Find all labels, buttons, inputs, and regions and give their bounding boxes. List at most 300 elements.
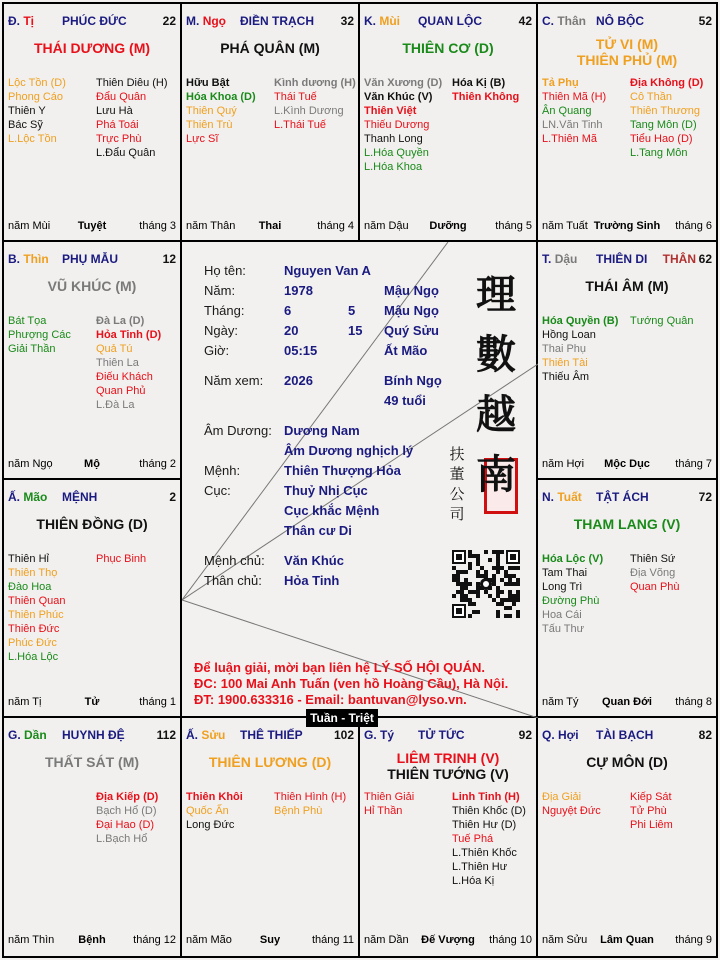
star-column-left: [186, 790, 243, 832]
minor-star: Bệnh Phù: [274, 805, 323, 817]
minor-star: Tiểu Hao (D): [630, 133, 693, 145]
star-column-right: [96, 76, 168, 160]
minor-star: Phá Toái: [96, 119, 139, 131]
branch-prefix: T.: [542, 252, 552, 266]
branch-label: [8, 14, 34, 28]
minor-star: Thiên Giải: [364, 791, 415, 803]
life-stage: Trường Sinh: [593, 220, 661, 232]
palace-cell[interactable]: [358, 2, 538, 242]
footer-month: tháng 10: [489, 934, 532, 946]
minor-star: Đà La (D): [96, 315, 145, 327]
star-column-right: [96, 314, 161, 412]
minor-star: Quả Tú: [96, 343, 133, 355]
minor-star: Hóa Quyền (B): [542, 315, 619, 327]
branch-prefix: M.: [186, 14, 200, 28]
branch-prefix: C.: [542, 14, 554, 28]
day-label: Ngày:: [204, 323, 238, 338]
palace-header: [186, 728, 354, 744]
palace-age: 82: [698, 728, 712, 742]
tuan-triet-badge: Tuần - Triệt: [306, 709, 378, 727]
palace-footer: [8, 458, 176, 472]
month-value: 6: [284, 303, 292, 318]
star-column-right: [630, 790, 673, 832]
minor-star: Thiên Hư (D): [452, 819, 517, 831]
cuc-label: Cục:: [204, 483, 231, 498]
center-info-panel: [182, 242, 538, 718]
palace-footer: [186, 220, 354, 234]
minor-star: Thiên Thọ: [8, 567, 58, 579]
minor-star: Thiên La: [96, 357, 139, 369]
minor-star: Giải Thần: [8, 343, 56, 355]
palace-name: MỆNH: [62, 490, 98, 504]
footer-year: năm Dần: [364, 934, 409, 946]
branch-prefix: Đ.: [8, 14, 20, 28]
star-column-right: [630, 76, 703, 160]
palace-header: [186, 14, 354, 30]
footer-month: tháng 4: [317, 220, 354, 232]
minor-star: L.Hóa Lộc: [8, 651, 59, 663]
amduong-label: Âm Dương:: [204, 423, 272, 438]
minor-star: Địa Kiếp (D): [96, 791, 159, 803]
footer-year: năm Tý: [542, 696, 579, 708]
star-column-left: [542, 552, 603, 636]
footer-month: tháng 2: [139, 458, 176, 470]
palace-cell[interactable]: [180, 2, 360, 242]
palace-cell[interactable]: [2, 2, 182, 242]
footer-month: tháng 8: [675, 696, 712, 708]
palace-age: 52: [698, 14, 712, 28]
minor-star: Thái Tuế: [274, 91, 317, 103]
palace-cell[interactable]: [536, 2, 718, 242]
main-stars: [4, 40, 180, 56]
palace-header: [8, 728, 176, 744]
minor-star: Phi Liêm: [630, 819, 673, 831]
main-stars: [360, 40, 536, 56]
palace-age: 92: [518, 728, 532, 742]
minor-star: Lực Sĩ: [186, 133, 219, 145]
minor-star: Tam Thai: [542, 567, 588, 579]
minor-star: L.Hóa Khoa: [364, 161, 423, 173]
footer-year: năm Thân: [186, 220, 236, 232]
footer-year: năm Mùi: [8, 220, 51, 232]
minor-star: Điếu Khách: [96, 371, 153, 383]
branch-label: [364, 728, 394, 742]
minor-star: Trực Phù: [96, 133, 142, 145]
main-star: THIÊN ĐỒNG (D): [36, 516, 148, 532]
footer-month: tháng 7: [675, 458, 712, 470]
minor-star: Hóa Kị (B): [452, 77, 506, 89]
footer-year: năm Thìn: [8, 934, 55, 946]
branch-label: [364, 14, 400, 28]
life-stage: Mộc Dục: [604, 458, 650, 470]
branch-label: [542, 490, 582, 504]
branch-label: [542, 252, 577, 266]
branch-name: Mùi: [379, 14, 401, 28]
life-stage: Lâm Quan: [600, 934, 654, 946]
palace-name: PHÚC ĐỨC: [62, 14, 127, 28]
year-label: Năm:: [204, 283, 236, 298]
footer-year: năm Sửu: [542, 934, 588, 946]
palace-header: [542, 490, 712, 506]
main-stars: [182, 40, 358, 56]
life-stage: Tử: [84, 696, 100, 708]
palace-footer: [186, 934, 354, 948]
palace-age: 32: [340, 14, 354, 28]
main-star: THÁI DƯƠNG (M): [33, 40, 151, 56]
main-stars: [360, 750, 536, 782]
branch-prefix: B.: [8, 252, 20, 266]
palace-name: QUAN LỘC: [418, 14, 482, 28]
main-stars: [4, 278, 180, 294]
contact-address: ĐC: 100 Mai Anh Tuấn (ven hồ Hoàng Cầu), Hà Nội.: [194, 676, 509, 691]
main-star: THẤT SÁT (M): [44, 754, 140, 770]
main-star: THIÊN LƯƠNG (D): [208, 754, 332, 770]
star-column-left: [542, 314, 618, 384]
branch-prefix: Ấ.: [186, 728, 198, 742]
main-stars: [538, 278, 716, 294]
minor-star: Ân Quang: [542, 105, 592, 117]
minor-star: Thiên Mã (H): [542, 91, 607, 103]
footer-month: tháng 1: [139, 696, 176, 708]
main-star: VŨ KHÚC (M): [47, 278, 137, 294]
minor-star: Địa Giải: [542, 791, 582, 803]
minor-star: Thanh Long: [364, 133, 423, 145]
palace-name: ĐIỀN TRẠCH: [240, 14, 314, 28]
minor-star: L.Đẩu Quân: [96, 147, 156, 159]
minor-star: Tả Phụ: [542, 77, 579, 89]
minor-star: Thiên Khôi: [186, 791, 243, 803]
hour-can: Ất Mão: [384, 343, 428, 358]
age-value: 49 tuổi: [384, 393, 426, 408]
minor-star: Thiên Sứ: [630, 553, 676, 565]
branch-label: [8, 252, 49, 266]
minor-star: LN.Văn Tinh: [542, 119, 603, 131]
branch-prefix: Ấ.: [8, 490, 20, 504]
minor-star: L.Thiên Khốc: [452, 847, 517, 859]
minor-star: Phượng Các: [8, 329, 71, 341]
branch-label: [8, 728, 47, 742]
minor-star: L.Hóa Kị: [452, 875, 495, 887]
life-stage: Quan Đới: [602, 696, 652, 708]
palace-name: TẬT ÁCH: [596, 490, 649, 504]
palace-age: 22: [162, 14, 176, 28]
palace-footer: [364, 220, 532, 234]
minor-star: Bạch Hổ (D): [96, 805, 157, 817]
palace-footer: [542, 934, 712, 948]
footer-year: năm Mão: [186, 934, 232, 946]
name-value: Nguyen Van A: [284, 263, 371, 278]
star-column-left: [542, 790, 601, 818]
minor-star: Bác Sỹ: [8, 119, 43, 131]
main-stars: [4, 516, 180, 532]
star-column-right: [452, 790, 526, 888]
footer-month: tháng 9: [675, 934, 712, 946]
minor-star: Địa Không (D): [630, 77, 704, 89]
palace-cell[interactable]: [180, 716, 360, 958]
day-value: 20: [284, 323, 299, 338]
main-stars: [538, 754, 716, 770]
minor-star: Phúc Đức: [8, 637, 57, 649]
view-year-label: Năm xem:: [204, 373, 264, 388]
star-column-left: [8, 314, 71, 356]
palace-header: [542, 728, 712, 744]
palace-name: TỬ TỨC: [418, 728, 465, 742]
palace-name: HUYNH ĐỆ: [62, 728, 125, 742]
palace-footer: [8, 220, 176, 234]
footer-month: tháng 3: [139, 220, 176, 232]
minor-star: Tử Phù: [630, 805, 667, 817]
palace-age: 102: [333, 728, 354, 742]
main-star: THIÊN PHỦ (M): [576, 52, 678, 68]
minor-star: Đường Phù: [542, 595, 600, 607]
branch-name: Ngọ: [202, 14, 227, 28]
star-column-left: [364, 790, 414, 818]
palace-footer: [542, 220, 712, 234]
palace-cell[interactable]: [536, 478, 718, 718]
cuc-note: Cục khắc Mệnh: [284, 503, 380, 518]
minor-star: Kình dương (H): [274, 77, 356, 89]
minor-star: Kiếp Sát: [630, 791, 672, 803]
minor-star: Tấu Thư: [542, 623, 585, 635]
life-stage: Mộ: [84, 458, 100, 470]
palace-age: 112: [156, 728, 176, 742]
minor-star: Hóa Lộc (V): [542, 553, 604, 565]
palace-age: 12: [162, 252, 176, 266]
main-star: THÁI ÂM (M): [585, 278, 669, 294]
branch-name: Dần: [24, 728, 47, 742]
minor-star: Bát Tọa: [8, 315, 47, 327]
minor-star: Quan Phủ: [96, 385, 146, 397]
minor-star: Cô Thần: [630, 91, 672, 103]
cuc-value: Thuỷ Nhị Cục: [284, 483, 368, 498]
hour-label: Giờ:: [204, 343, 230, 358]
palace-cell[interactable]: [2, 240, 182, 480]
main-star: THIÊN CƠ (D): [402, 40, 494, 56]
branch-name: Tị: [23, 14, 35, 28]
minor-star: L.Kình Dương: [274, 105, 344, 117]
life-stage: Tuyệt: [77, 220, 107, 232]
branch-label: [542, 14, 586, 28]
than-note: Thân cư Di: [284, 523, 352, 538]
minor-star: Thiên Y: [8, 105, 46, 117]
minor-star: Thiên Thương: [630, 105, 701, 117]
footer-month: tháng 6: [675, 220, 712, 232]
footer-year: năm Dậu: [364, 220, 409, 232]
branch-name: Mão: [23, 490, 48, 504]
branch-label: [542, 728, 579, 742]
palace-footer: [364, 934, 532, 948]
life-stage: Dưỡng: [429, 220, 467, 232]
branch-prefix: N.: [542, 490, 554, 504]
minor-star: Thiên Đức: [8, 623, 60, 635]
minor-star: L.Hóa Quyền: [364, 147, 429, 159]
branch-prefix: G.: [364, 728, 377, 742]
star-column-right: [630, 314, 694, 328]
minor-star: Hoa Cái: [542, 609, 582, 621]
branch-prefix: Q.: [542, 728, 555, 742]
footer-month: tháng 5: [495, 220, 532, 232]
main-star: LIÊM TRINH (V): [396, 750, 500, 766]
minor-star: Tuế Phá: [452, 833, 494, 845]
minor-star: Tướng Quân: [630, 315, 694, 327]
palace-cell[interactable]: [2, 478, 182, 718]
palace-age: 2: [169, 490, 176, 504]
minor-star: Linh Tinh (H): [452, 791, 520, 803]
contact-line-1: Để luận giải, mời bạn liên hệ LÝ SỐ HỘI QUÁN.: [194, 660, 485, 675]
main-stars: [538, 516, 716, 532]
main-stars: [182, 754, 358, 770]
star-column-left: [186, 76, 256, 146]
contact-phone-email[interactable]: ĐT: 1900.633316 - Email: bantuvan@lyso.vn.: [194, 692, 467, 707]
branch-prefix: K.: [364, 14, 376, 28]
palace-header: [364, 14, 532, 30]
main-star: PHÁ QUÂN (M): [220, 40, 320, 56]
star-column-left: [8, 76, 66, 146]
year-value: 1978: [284, 283, 313, 298]
month-label: Tháng:: [204, 303, 245, 318]
minor-star: Văn Khúc (V): [364, 91, 433, 103]
palace-cell[interactable]: [358, 716, 538, 958]
palace-header: [542, 252, 712, 268]
calligraphy-small-text: 扶董公司: [449, 445, 465, 523]
minor-star: Đào Hoa: [8, 581, 52, 593]
main-stars: [538, 36, 716, 68]
minor-star: Thiên Việt: [364, 105, 417, 117]
minor-star: Hóa Khoa (D): [186, 91, 256, 103]
minor-star: L.Đà La: [96, 399, 135, 411]
minor-star: Thiên Hỉ: [8, 553, 49, 565]
minor-star: Quốc Ấn: [186, 805, 229, 817]
palace-header: [364, 728, 532, 744]
month-lunar: 5: [348, 303, 356, 318]
minor-star: Thiên Diêu (H): [96, 77, 168, 89]
minor-star: L.Lộc Tồn: [8, 133, 57, 145]
minor-star: Thiếu Dương: [364, 119, 430, 131]
year-can: Mậu Ngọ: [384, 283, 439, 298]
minor-star: L.Tang Môn: [630, 147, 688, 159]
minor-star: L.Thái Tuế: [274, 119, 326, 131]
branch-name: Tý: [380, 728, 395, 742]
footer-month: tháng 12: [133, 934, 176, 946]
branch-name: Sửu: [201, 728, 226, 742]
than-marker: THÂN: [662, 252, 696, 266]
menh-chu-value: Văn Khúc: [284, 553, 344, 568]
life-stage: Suy: [259, 934, 281, 946]
minor-star: Hỉ Thần: [364, 805, 403, 817]
minor-star: Hữu Bật: [186, 77, 230, 89]
minor-star: Địa Võng: [630, 567, 676, 579]
name-label: Họ tên:: [204, 263, 246, 278]
main-star: THAM LANG (V): [573, 516, 681, 532]
minor-star: Thiên Trù: [186, 119, 233, 131]
branch-prefix: G.: [8, 728, 21, 742]
calligraphy-logo: 理數越南: [476, 271, 516, 498]
palace-footer: [542, 458, 712, 472]
branch-name: Hợi: [558, 728, 579, 742]
star-column-right: [274, 790, 346, 818]
footer-year: năm Tị: [8, 696, 42, 708]
minor-star: Thiên Quý: [186, 105, 237, 117]
palace-cell[interactable]: [536, 240, 718, 480]
star-column-left: [364, 76, 442, 174]
footer-year: năm Hợi: [542, 458, 585, 470]
palace-header: [8, 14, 176, 30]
main-star: THIÊN TƯỚNG (V): [387, 766, 509, 782]
palace-age: 62: [698, 252, 712, 266]
branch-label: [186, 728, 225, 742]
star-column-right: [96, 790, 158, 846]
palace-cell[interactable]: [536, 716, 718, 958]
minor-star: Thiên Quan: [8, 595, 66, 607]
palace-age: 42: [518, 14, 532, 28]
star-column-left: [8, 552, 65, 664]
day-lunar: 15: [348, 323, 363, 338]
minor-star: Thiên Tài: [542, 357, 588, 369]
branch-name: Thìn: [23, 252, 49, 266]
palace-name: THÊ THIẾP: [240, 728, 303, 742]
main-stars: [4, 754, 180, 770]
hour-value: 05:15: [284, 343, 318, 358]
day-can: Quý Sửu: [384, 323, 439, 338]
minor-star: Thiên Phúc: [8, 609, 64, 621]
minor-star: Hỏa Tinh (D): [96, 329, 162, 341]
minor-star: L.Bạch Hổ: [96, 833, 148, 845]
minor-star: Thai Phụ: [542, 343, 587, 355]
minor-star: Đẩu Quân: [96, 91, 147, 103]
than-chu-value: Hỏa Tinh: [284, 573, 340, 588]
minor-star: Thiên Hình (H): [274, 791, 347, 803]
minor-star: L.Thiên Mã: [542, 133, 598, 145]
minor-star: Hồng Loan: [542, 329, 596, 341]
qr-code-icon[interactable]: [452, 550, 520, 618]
star-column-left: [542, 76, 606, 146]
minor-star: Lộc Tồn (D): [8, 77, 66, 89]
minor-star: Tang Môn (D): [630, 119, 697, 131]
star-column-right: [274, 76, 356, 132]
view-year-value: 2026: [284, 373, 313, 388]
than-chu-label: Thân chủ:: [204, 573, 262, 588]
branch-name: Dậu: [554, 252, 578, 266]
palace-header: [542, 14, 712, 30]
footer-year: năm Tuất: [542, 220, 588, 232]
main-star: CỰ MÔN (D): [586, 754, 668, 770]
view-year-can: Bính Ngọ: [384, 373, 442, 388]
palace-name: THIÊN DI: [596, 252, 648, 266]
month-can: Mậu Ngọ: [384, 303, 439, 318]
minor-star: Thiên Khốc (D): [452, 805, 526, 817]
star-column-right: [452, 76, 519, 104]
footer-year: năm Ngọ: [8, 458, 53, 470]
branch-name: Tuất: [557, 490, 582, 504]
amduong-value: Dương Nam: [284, 423, 360, 438]
minor-star: Long Trì: [542, 581, 583, 593]
palace-header: [8, 490, 176, 506]
minor-star: L.Thiên Hư: [452, 861, 508, 873]
minor-star: Nguyệt Đức: [542, 805, 601, 817]
palace-name: PHỤ MẪU: [62, 252, 118, 266]
minor-star: Đại Hao (D): [96, 819, 155, 831]
footer-month: tháng 11: [311, 934, 354, 946]
minor-star: Long Đức: [186, 819, 235, 831]
star-column-right: [96, 552, 146, 566]
palace-footer: [8, 934, 176, 948]
palace-name: TÀI BẠCH: [596, 728, 654, 742]
minor-star: Văn Xương (D): [364, 77, 443, 89]
branch-name: Thân: [557, 14, 587, 28]
palace-cell[interactable]: [2, 716, 182, 958]
minor-star: Phong Cáo: [8, 91, 64, 103]
palace-age: 72: [698, 490, 712, 504]
